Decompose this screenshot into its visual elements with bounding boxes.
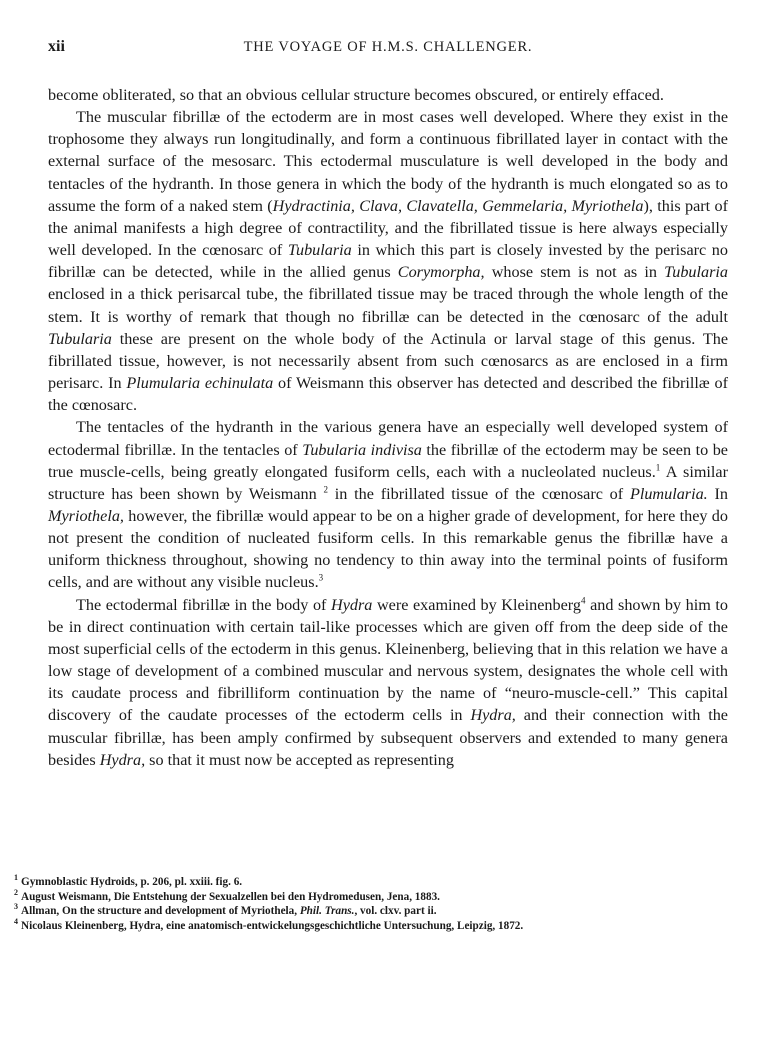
paragraph-2: The muscular fibrillæ of the ectoderm are in most cases well developed. Where they exist in the trophosome they always run longitudinally, and form a continuous fibrillated layer in contact with the external surface of the mesosarc. This ectodermal musculature is well developed in the body and tentacles of the hydranth. In those genera in which the body of the hydranth is much elongated so as to assume the form of a naked stem (Hydractinia, Clava, Clavatella, Gemmelaria, Myriothela), this part of the animal manifests a high degree of contractility, and the fibrillated tissue is here always especially well developed. In the cœnosarc of Tubularia in which this part is closely invested by the perisarc no fibrillæ can be detected, while in the allied genus Corymorpha, whose stem is not as in Tubularia enclosed in a thick perisarcal tube, the fibrillated tissue may be traced through the whole length of the stem. It is worthy of remark that though no fibrillæ can be detected in the cœnosarc of the adult Tubularia these are present on the whole body of the Actinula or larval stage of this genus. The fibrillated tissue, however, is not necessarily absent from such cœnosarcs as are enclosed in a firm perisarc. In Plumularia echinulata of Weismann this observer has detected and described the fibrillæ of the cœnosarc. [48,108,728,415]
paragraph-3: The tentacles of the hydranth in the various genera have an especially well developed system of ectodermal fibrillæ. In the tentacles of Tubularia indivisa the fibrillæ of the ectoderm may be seen to be true muscle-cells, being greatly elongated fusiform cells, each with a nucleolated nucleus.$^1$ A similar structure has been shown by Weismann $^2$ in the fibrillated tissue of the cœnosarc of Plumularia. In Myriothela, however, the fibrillæ would appear to be on a higher grade of development, for here they do not present the condition of nucleated fusiform cells. In this remarkable genus the fibrillæ have a uniform thickness throughout, showing no tendency to thin away into the terminal points of fusiform cells, and are without any visible nucleus.$^3$ [48,418,728,592]
page-number: xii [48,38,65,55]
footnote-3: $^3$ Allman, On the structure and development of Myriothela, Phil. Trans., vol. clxv. part ii. [14,902,437,918]
page [48,38,728,769]
footnote-marker: 3 [14,902,18,912]
footnote-marker: 2 [14,887,18,897]
body-text [48,84,728,771]
running-title: THE VOYAGE OF H.M.S. CHALLENGER. [243,39,533,55]
footnotes [14,875,674,933]
footnote-marker: 4 [14,917,18,927]
footnote-4: $^4$ Nicolaus Kleinenberg, Hydra, eine anatomisch-entwickelungsgeschichtliche Untersuchung, Leipzig, 1872. [14,917,524,932]
footnote-marker: 1 [14,873,18,883]
running-header [48,38,728,62]
paragraph-4: The ectodermal fibrillæ in the body of Hydra were examined by Kleinenberg$^4$ and shown by him to be in direct continuation with certain tail-like processes which are given off from the deep side of the most superficial cells of the ectoderm in this genus. Kleinenberg, believing that in this relation we have a low stage of development of a combined muscular and nervous system, designates the whole cell with its caudate process and fibrilliform continuation by the name of “neuro-muscle-cell.” This capital discovery of the caudate processes of the ectoderm cells in Hydra, and their connection with the muscular fibrillæ, has been amply confirmed by subsequent observers and extended to many genera besides Hydra, so that it must now be accepted as representing [48,595,728,769]
footnote-1: $^1$ Gymnoblastic Hydroids, p. 206, pl. xxiii. fig. 6. [14,873,243,888]
paragraph-1: become obliterated, so that an obvious cellular structure becomes obscured, or entirely effaced. [48,86,664,104]
footnote-2: $^2$ August Weismann, Die Entstehung der Sexualzellen bei den Hydromedusen, Jena, 1883. [14,887,440,903]
